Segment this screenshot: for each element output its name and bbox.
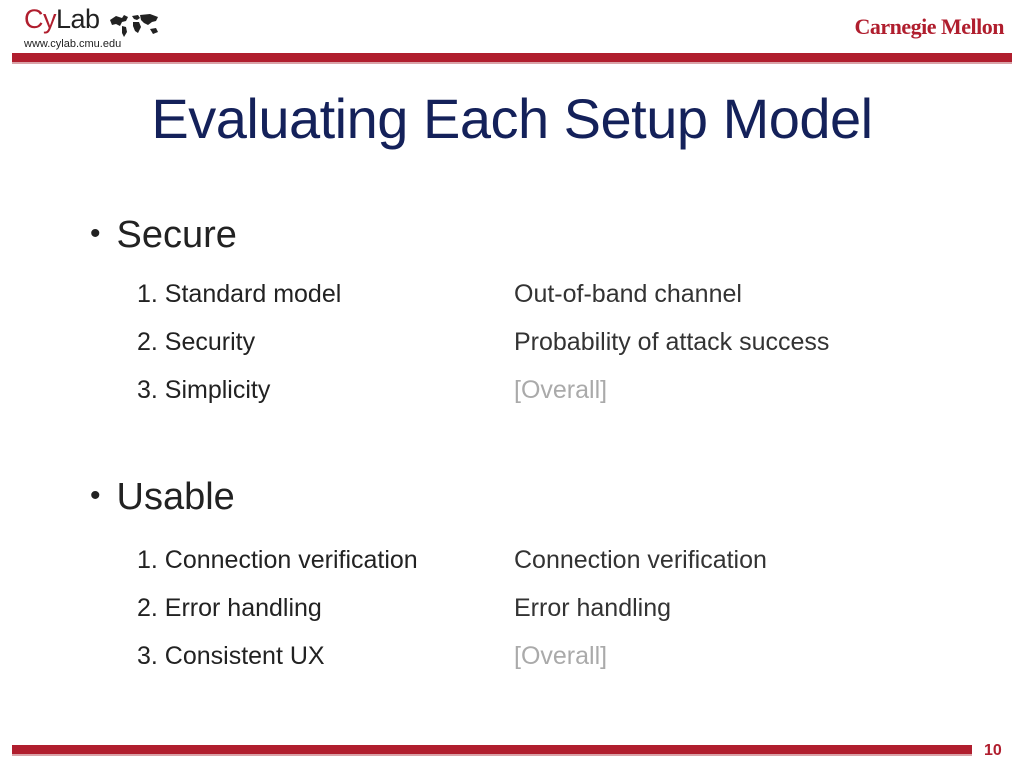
criterion-detail: Out-of-band channel [514, 280, 742, 308]
criterion-detail: Connection verification [514, 546, 767, 574]
criterion-label: 1. Standard model [137, 280, 342, 308]
criterion-detail: [Overall] [514, 642, 608, 670]
bullet-usable [90, 476, 235, 519]
cylab-wordmark: CyLab [24, 4, 100, 34]
criterion-label: 2. Security [137, 328, 256, 356]
footer-divider [12, 745, 972, 754]
cylab-logo [24, 4, 174, 52]
bullet-heading: Secure [116, 214, 237, 256]
bullet-dot-icon: • [90, 217, 101, 250]
criterion-detail: Error handling [514, 594, 672, 622]
bullet-secure [90, 214, 237, 257]
bullet-dot-icon: • [90, 479, 101, 512]
university-logo: Carnegie Mellon [854, 14, 1004, 39]
criterion-label: 2. Error handling [137, 594, 322, 622]
criterion-label: 3. Simplicity [137, 376, 271, 404]
header-divider [12, 53, 1012, 62]
bullet-heading: Usable [116, 476, 235, 518]
criterion-detail: Probability of attack success [514, 328, 830, 356]
cylab-url: www.cylab.cmu.edu [24, 38, 122, 50]
criterion-label: 3. Consistent UX [137, 642, 325, 670]
page-number: 10 [984, 742, 1002, 759]
world-map-icon [108, 12, 160, 38]
criterion-detail: [Overall] [514, 376, 608, 404]
slide-title: Evaluating Each Setup Model [151, 87, 873, 150]
criterion-label: 1. Connection verification [137, 546, 418, 574]
